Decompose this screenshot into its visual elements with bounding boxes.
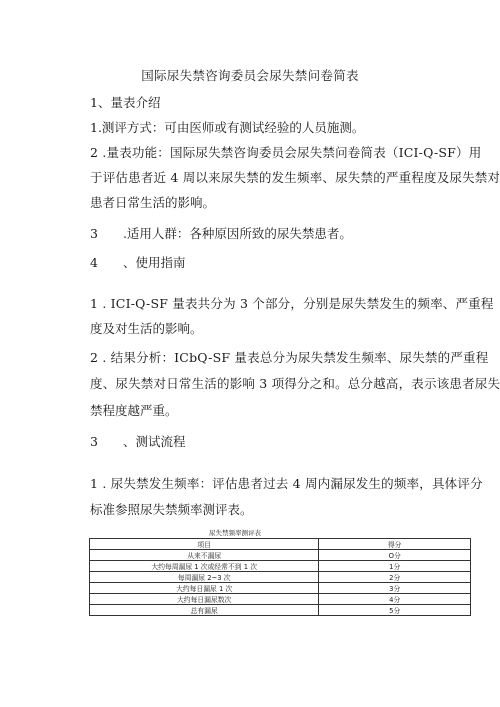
table-cell-item: 每周漏尿 2~3 次 [90,572,319,583]
paragraph-structure-line-1: 1 . ICI-Q-SF 量表共分为 3 个部分，分别是尿失禁发生的频率、严重程 [90,296,494,311]
paragraph-analysis-line-2: 度、尿失禁对日常生活的影响 3 项得分之和。总分越高，表示该患者尿失 [90,376,500,391]
frequency-table [89,538,471,616]
table-cell-score: 5分 [319,605,471,616]
document-title: 国际尿失禁咨询委员会尿失禁问卷简表 [141,68,359,83]
paragraph-method: 1.测评方式：可由医师或有测试经验的人员施测。 [90,120,365,135]
section-heading-procedure: 3 、测试流程 [90,434,186,449]
paragraph-structure-line-2: 度及对生活的影响。 [90,321,203,336]
table-row [90,605,471,616]
table-cell-item: 总有漏尿 [90,605,319,616]
table-header-score: 得分 [319,539,471,550]
table-caption: 尿失禁频率测评表 [209,529,261,537]
paragraph-function-line-2: 于评估患者近 4 周以来尿失禁的发生频率、尿失禁的严重程度及尿失禁对 [90,170,500,185]
table-cell-item: 大约每日漏尿 1 次 [90,583,319,594]
table-row [90,594,471,605]
paragraph-frequency-line-2: 标准参照尿失禁频率测评表。 [90,502,253,517]
table-cell-score: 4分 [319,594,471,605]
table-cell-score: 3分 [319,583,471,594]
paragraph-analysis-line-3: 禁程度越严重。 [90,403,178,418]
table-cell-score: 2分 [319,572,471,583]
paragraph-function-line-1: 2 .量表功能：国际尿失禁咨询委员会尿失禁问卷简表（ICI-Q-SF）用 [90,145,482,160]
table-cell-item: 从来不漏尿 [90,550,319,561]
table-row [90,583,471,594]
paragraph-analysis-line-1: 2 . 结果分析：ICbQ-SF 量表总分为尿失禁发生频率、尿失禁的严重程 [90,350,489,365]
table-row [90,561,471,572]
section-heading-intro: 1、量表介绍 [90,95,161,110]
table-cell-score: 1分 [319,561,471,572]
paragraph-frequency-line-1: 1 . 尿失禁发生频率：评估患者过去 4 周内漏尿发生的频率，具体评分 [90,476,483,491]
table-row [90,550,471,561]
paragraph-population: 3 .适用人群：各种原因所致的尿失禁患者。 [90,226,352,241]
paragraph-function-line-3: 患者日常生活的影响。 [90,195,216,210]
table-row [90,572,471,583]
table-header-item: 项目 [90,539,319,550]
section-heading-guide: 4 、使用指南 [90,255,186,270]
table-cell-item: 大约每日漏尿数次 [90,594,319,605]
table-header-row [90,539,471,550]
table-cell-score: O分 [319,550,471,561]
table-cell-item: 大约每周漏尿 1 次或经常不到 1 次 [90,561,319,572]
